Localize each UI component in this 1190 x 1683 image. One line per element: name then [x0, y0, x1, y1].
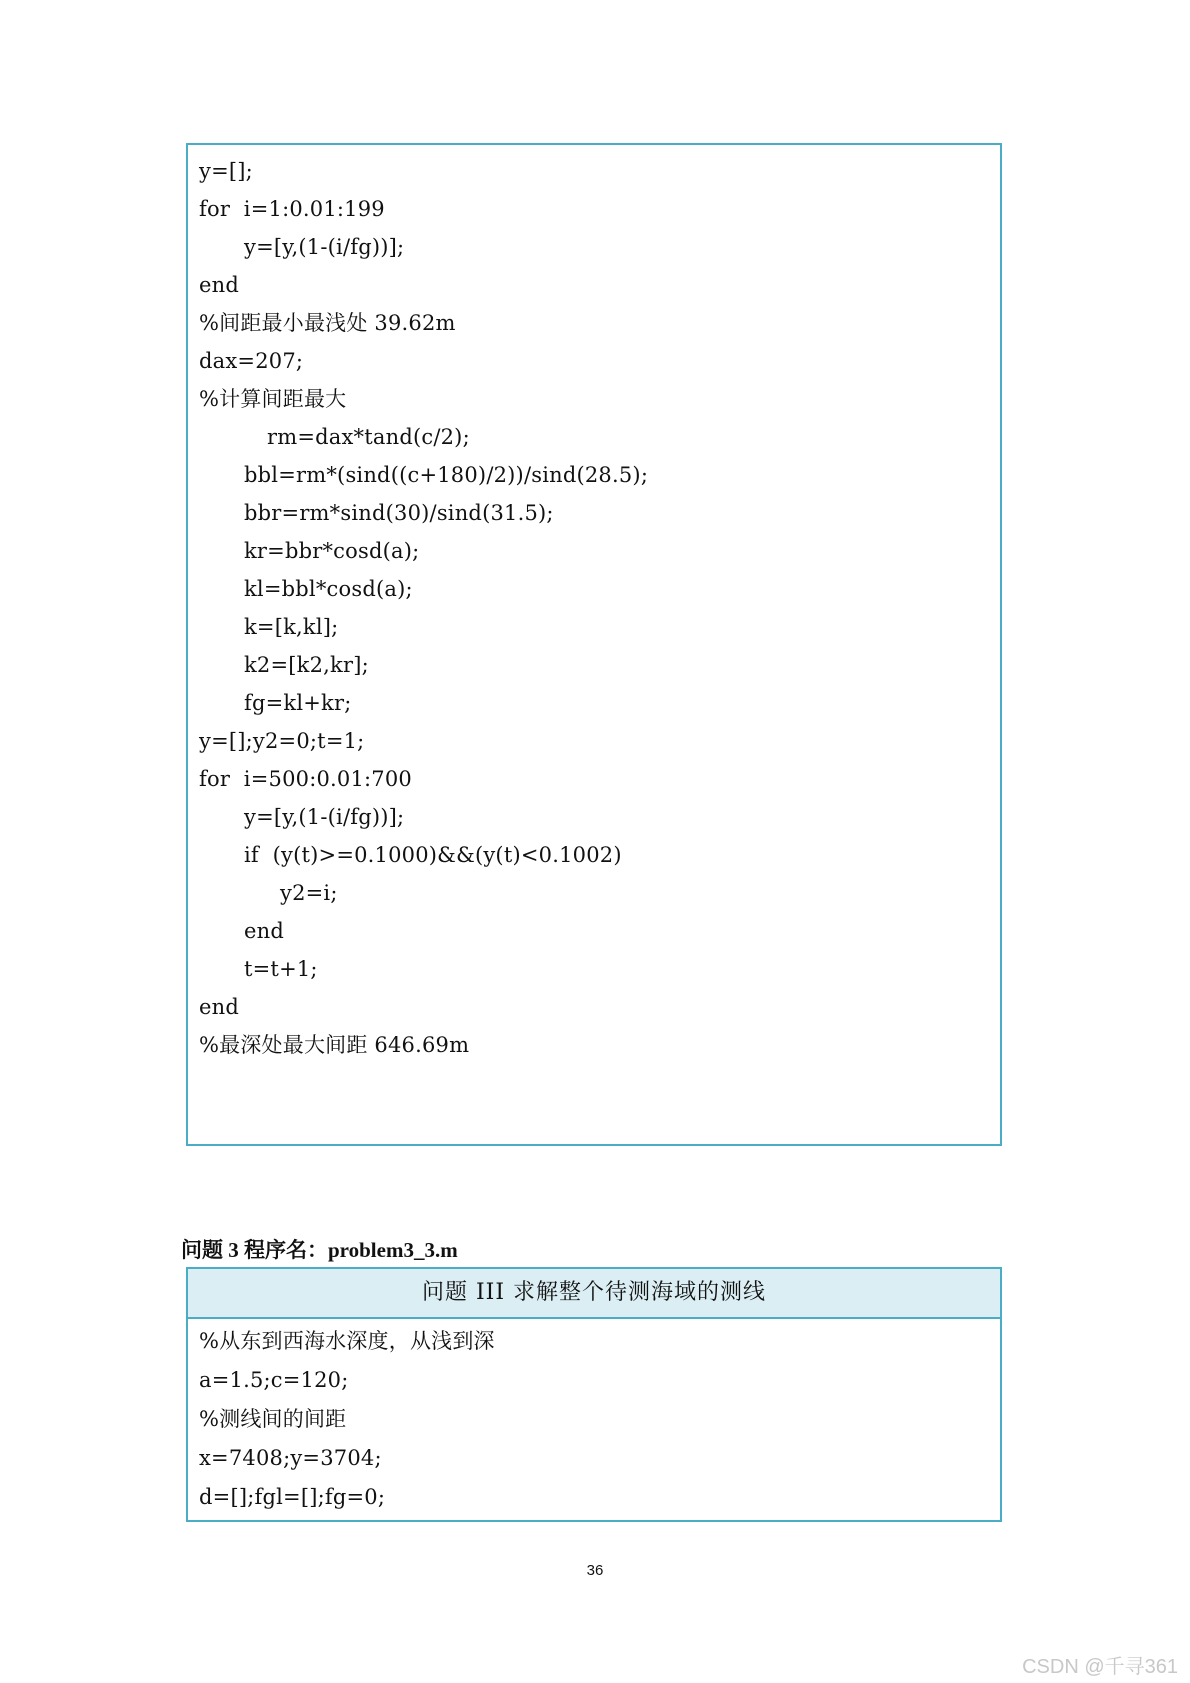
code-line: y=[];y2=0;t=1; [199, 729, 365, 753]
code-line: end [244, 919, 284, 943]
code-line: t=t+1; [244, 957, 318, 981]
code-line: y=[]; [199, 159, 253, 183]
page-number: 36 [586, 1562, 604, 1579]
code-line: end [199, 273, 239, 297]
code-line: %计算间距最大 [199, 387, 347, 411]
code-line: end [199, 995, 239, 1019]
code-line: kr=bbr*cosd(a); [244, 539, 420, 563]
code-line: bbl=rm*(sind((c+180)/2))/sind(28.5); [244, 463, 649, 487]
code-line: y=[y,(1-(i/fg))]; [244, 805, 405, 829]
code-line: x=7408;y=3704; [199, 1446, 382, 1470]
code-line: bbr=rm*sind(30)/sind(31.5); [244, 501, 554, 525]
code-line: for i=1:0.01:199 [199, 197, 385, 221]
code-line: rm=dax*tand(c/2); [267, 425, 470, 449]
code-line: y=[y,(1-(i/fg))]; [244, 235, 405, 259]
code-line: d=[];fgl=[];fg=0; [199, 1485, 386, 1509]
code-line: y2=i; [280, 881, 338, 905]
code-line: a=1.5;c=120; [199, 1368, 349, 1392]
code-line: %从东到西海水深度，从浅到深 [199, 1329, 495, 1353]
code-line: %间距最小最浅处 39.62m [199, 311, 456, 335]
code-line: k=[k,kl]; [244, 615, 339, 639]
code-line: if (y(t)>=0.1000)&&(y(t)<0.1002) [244, 843, 622, 867]
code-block-2 [186, 1267, 1002, 1522]
code-line: %最深处最大间距 646.69m [199, 1033, 470, 1057]
watermark: CSDN @千寻361 [1022, 1656, 1178, 1678]
code-line: kl=bbl*cosd(a); [244, 577, 413, 601]
code-line: k2=[k2,kr]; [244, 653, 369, 677]
program-heading: 问题 3 程序名：problem3_3.m [181, 1238, 458, 1262]
code-line: dax=207; [199, 349, 304, 373]
code-line: for i=500:0.01:700 [199, 767, 412, 791]
code-line: fg=kl+kr; [244, 691, 352, 715]
code-block-title: 问题 III 求解整个待测海域的测线 [188, 1269, 1000, 1319]
code-block-1 [186, 143, 1002, 1146]
code-line: %测线间的间距 [199, 1407, 347, 1431]
